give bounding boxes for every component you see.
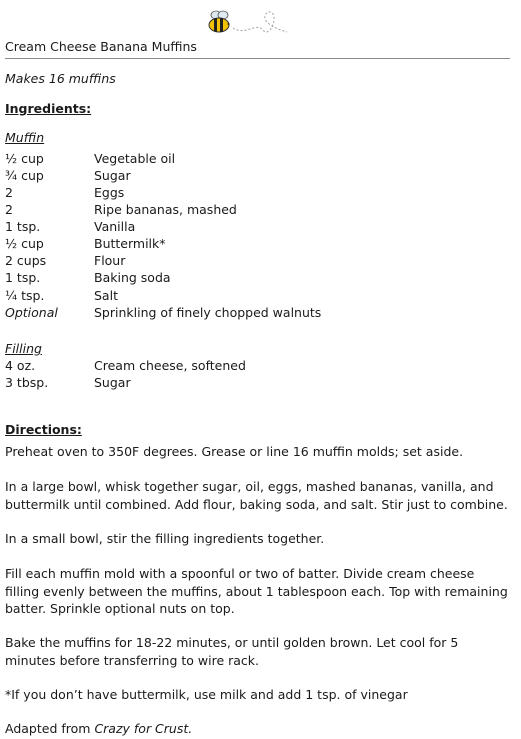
ingredient-qty: ½ cup bbox=[5, 236, 44, 251]
ingredient-qty: 1 tsp. bbox=[5, 219, 41, 234]
ingredient-name: Vanilla bbox=[94, 219, 136, 234]
yield-text: Makes 16 muffins bbox=[5, 71, 116, 86]
ingredient-name: Flour bbox=[94, 253, 126, 268]
ingredient-qty: ½ cup bbox=[5, 151, 44, 166]
ingredient-qty: 3 tbsp. bbox=[5, 375, 49, 390]
muffin-subheading: Muffin bbox=[5, 130, 45, 145]
directions-heading: Directions: bbox=[5, 422, 82, 437]
ingredient-name: Baking soda bbox=[94, 270, 171, 285]
direction-step: Preheat oven to 350F degrees. Grease or line 16 muffin molds; set aside. bbox=[5, 444, 464, 459]
ingredient-name: Sugar bbox=[94, 168, 131, 183]
ingredient-qty: 2 bbox=[5, 202, 13, 217]
ingredient-qty: ¾ cup bbox=[5, 168, 44, 183]
ingredient-name: Vegetable oil bbox=[94, 151, 176, 166]
ingredient-qty: Optional bbox=[5, 305, 58, 320]
credit-prefix: Adapted from bbox=[5, 721, 95, 736]
ingredient-qty: ¼ tsp. bbox=[5, 288, 45, 303]
ingredient-qty: 2 cups bbox=[5, 253, 47, 268]
ingredient-name: Buttermilk* bbox=[94, 236, 166, 251]
ingredient-qty: 1 tsp. bbox=[5, 270, 41, 285]
recipe-title: Cream Cheese Banana Muffins bbox=[5, 39, 197, 54]
ingredient-name: Sprinkling of finely chopped walnuts bbox=[94, 305, 322, 320]
credit-source: Crazy for Crust. bbox=[94, 721, 193, 736]
ingredient-name: Cream cheese, softened bbox=[94, 358, 246, 373]
ingredient-qty: 2 bbox=[5, 185, 13, 200]
ingredient-name: Ripe bananas, mashed bbox=[94, 202, 237, 217]
filling-subheading: Filling bbox=[5, 341, 42, 356]
ingredients-heading: Ingredients: bbox=[5, 101, 92, 116]
ingredient-name: Sugar bbox=[94, 375, 131, 390]
ingredient-name: Salt bbox=[94, 288, 118, 303]
ingredient-qty: 4 oz. bbox=[5, 358, 36, 373]
direction-step: Fill each muffin mold with a spoonful or two of batter. Divide cream cheese filling evenly between the muffins, about 1 tablespoon each. Top with remaining batter. Sprinkle optional nuts on top. bbox=[5, 566, 508, 616]
buttermilk-note: *If you don’t have buttermilk, use milk and add 1 tsp. of vinegar bbox=[5, 687, 408, 702]
bee-icon bbox=[205, 8, 290, 38]
recipe-credit bbox=[5, 720, 510, 738]
title-divider bbox=[5, 58, 510, 59]
ingredient-name: Eggs bbox=[94, 185, 125, 200]
direction-step: Bake the muffins for 18-22 minutes, or until golden brown. Let cool for 5 minutes before transferring to wire rack. bbox=[5, 635, 459, 668]
direction-step: In a small bowl, stir the filling ingredients together. bbox=[5, 531, 325, 546]
direction-step: In a large bowl, whisk together sugar, oil, eggs, mashed bananas, vanilla, and buttermilk until combined. Add flour, baking soda, and salt. Stir just to combine. bbox=[5, 479, 508, 512]
